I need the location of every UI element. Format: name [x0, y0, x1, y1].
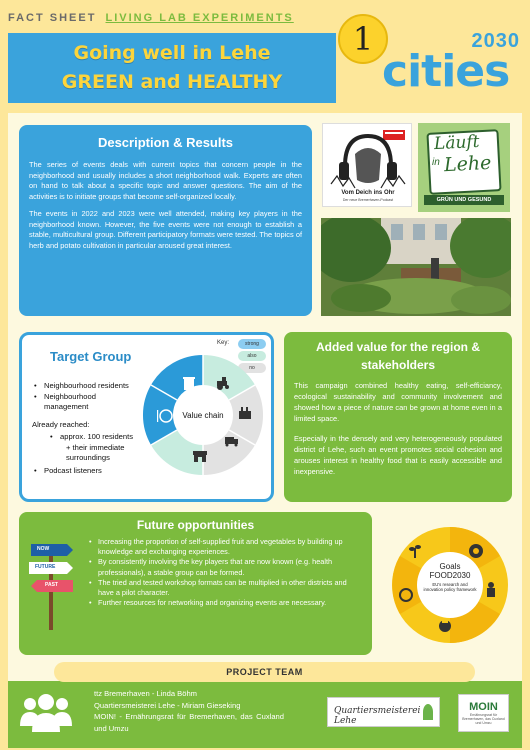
logo-b-line3: Lehe [443, 151, 492, 177]
key-no-pill: no [238, 363, 266, 373]
partner-a-name: Quartiersmeisterei Lehe [334, 706, 421, 726]
partner-b-caption: Ernährungsrat für Bremerhaven, das Cuxland und Umzu [462, 713, 505, 725]
garden-photo [321, 218, 511, 316]
future-item: • By consistently involving the key players that are now known (e.g. health professionals), a stable group can be formed. [89, 557, 364, 577]
key-also-pill: also [238, 351, 266, 361]
team-member-line: Quartiersmeisterei Lehe - Miriam Gieseking [94, 700, 241, 710]
description-paragraph: The series of events deals with current topics that concern people in the neighborhood and usually includes a short neighborhood walk. Experts are often on hand to talk about a specific topic and answer questions. The aim of the activities is to initiate groups that become self-organized locally. [29, 160, 302, 201]
laeuft-in-lehe-logo [418, 123, 510, 212]
team-member-line: ttz Bremerhaven - Linda Böhm [94, 689, 197, 698]
shop-icon [193, 451, 207, 462]
goals-center [417, 552, 483, 618]
value-chain-donut [139, 351, 267, 479]
goals-title: Goals [439, 562, 461, 571]
target-group-title: Target Group [50, 349, 132, 364]
description-body [29, 160, 302, 251]
title-line-1: Going well in Lehe [73, 42, 271, 64]
signpost-icon [29, 540, 75, 630]
fact-sheet-prefix: FACT SHEET [8, 12, 97, 24]
goals-food2030-wheel [389, 524, 511, 646]
key-strong-pill: strong [238, 339, 266, 349]
added-value-paragraph: Especially in the densely and very heterogeneously populated district of Lehe, such an event promotes social cohesion and arouses interest in healthy food that is easily accessible and inexpensive. [294, 434, 502, 476]
logo-word: cities [382, 46, 510, 97]
logo-b-line1: Läuft [433, 131, 480, 155]
fact-sheet-label [8, 12, 294, 24]
added-value-title: Added value for the region & stakeholders [315, 340, 480, 372]
sign-past: PAST [45, 582, 58, 588]
target-group-item: • Podcast listeners [32, 466, 142, 476]
logo-year: 2030 [471, 30, 520, 52]
cities2030-logo [380, 30, 526, 110]
person-icon [487, 582, 495, 597]
fact-sheet-accent: LIVING LAB EXPERIMENTS [105, 12, 294, 24]
logo-b-line2: in [432, 157, 440, 168]
target-group-list [32, 381, 142, 477]
bin-icon [183, 377, 195, 390]
moin-logo [458, 694, 509, 732]
future-list [89, 537, 364, 608]
future-item: • The tried and tested workshop formats can be multiplied in other districts and have a pilot character. [89, 578, 364, 598]
sign-future: FUTURE [35, 564, 56, 570]
description-box [19, 125, 312, 316]
reached-label: Already reached: [32, 420, 90, 429]
team-members [94, 688, 284, 734]
added-value-paragraph: This campaign combined healthy eating, self-efficiancy, ecological sustainability and community involvement and showed how a piece of nature can be grown at home even in a limited space. [294, 381, 502, 423]
future-title: Future opportunities [136, 518, 255, 532]
podcast-logo-image [322, 123, 412, 207]
added-value-box [284, 332, 512, 502]
sign-now: NOW [37, 546, 50, 552]
garden-photo-graphic [321, 218, 511, 316]
reached-item: • approx. 100 residents [32, 432, 142, 442]
reached-item: + their immediate surroundings [66, 443, 125, 462]
hands-icon [439, 620, 451, 632]
future-item: • Further resources for networking and organizing events are necessary. [89, 598, 364, 608]
title-banner [8, 33, 336, 103]
value-chain-label: Value chain [182, 411, 224, 420]
podcast-logo-subcaption: Der neue Bremerhaven-Podcast [342, 198, 394, 202]
target-group-item: • Neighbourhood management [32, 392, 142, 412]
logo-b-tagline: GRÜN UND GESUND [424, 195, 504, 205]
target-group-box [19, 332, 274, 502]
nutrition-icon [469, 544, 483, 558]
goals-caption: EU's research and innovation policy framework [423, 582, 477, 592]
team-people-icon [19, 692, 73, 734]
target-group-item: • Neighbourhood residents [32, 381, 142, 391]
key-label: Key: [217, 340, 230, 346]
podcast-logo-caption: Vom Deich ins Ohr [341, 190, 395, 196]
added-value-body [294, 380, 502, 477]
quartiersmeisterei-logo [327, 697, 440, 727]
team-member-line: MOIN! - Ernährungsrat für Bremerhaven, das Cuxland und Umzu [94, 712, 284, 733]
sheet-number-badge: 1 [338, 14, 388, 64]
description-title: Description & Results [97, 135, 234, 150]
future-item: • Increasing the proportion of self-supplied fruit and vegetables by building up knowledge and exchanging experiences. [89, 537, 364, 557]
title-line-2: GREEN and HEALTHY [61, 71, 283, 93]
description-paragraph: The events in 2022 and 2023 were well attended, making key players in the neighborhood known. However, the five events were not enough to establish a stable, multicultural group. Different participatory formats were tested. The topics of herb and potato cultivation in particular aroused great interest. [29, 209, 302, 250]
future-opportunities-box [19, 512, 372, 655]
partner-b-name: MOIN [469, 701, 498, 713]
segment-waste [164, 370, 203, 393]
project-team-banner: PROJECT TEAM [54, 662, 475, 682]
goals-subtitle: FOOD2030 [429, 571, 471, 580]
